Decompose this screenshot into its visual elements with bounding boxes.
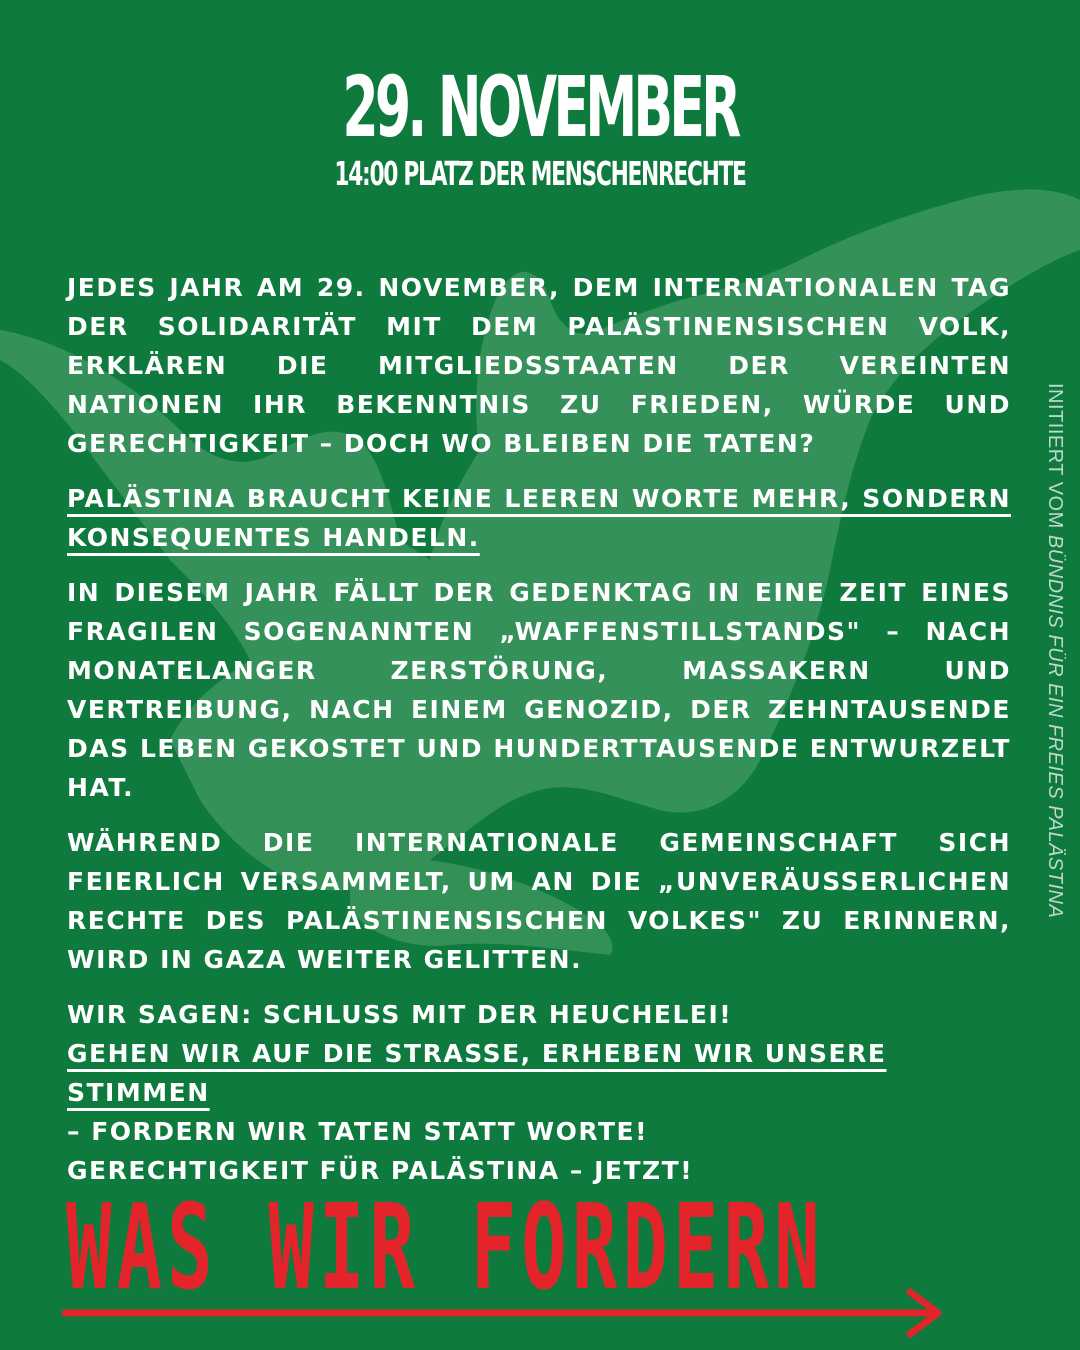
event-date: 29. NOVEMBER: [342, 58, 738, 156]
initiator-org: BÜNDNIS FÜR EIN FREIES PALÄSTINA: [1044, 534, 1066, 919]
initiator-prefix: INITIIERT VOM: [1044, 383, 1066, 535]
demands-heading: WAS WIR FORDERN: [66, 1178, 825, 1316]
closing-line-2: GEHEN WIR AUF DIE STRASSE, ERHEBEN WIR UNSERE STIMMEN: [67, 1039, 887, 1107]
paragraph-highlight: [67, 479, 1011, 557]
paragraph-closing: [67, 995, 1011, 1190]
closing-line-4: GERECHTIGKEIT FÜR PALÄSTINA – JETZT!: [67, 1156, 694, 1185]
closing-line-3: – FORDERN WIR TATEN STATT WORTE!: [67, 1117, 648, 1146]
paragraph-community: WÄHREND DIE INTERNATIONALE GEMEINSCHAFT SICH FEIERLICH VERSAMMELT, UM AN DIE „UNVERÄUSSERLICHEN RECHTE DES PALÄSTINENSISCHEN VOLKES" ZU ERINNERN, WIRD IN GAZA WEITER GELITTEN.: [67, 828, 1011, 974]
closing-line-1: WIR SAGEN: SCHLUSS MIT DER HEUCHELEI!: [67, 1000, 733, 1029]
highlight-text: PALÄSTINA BRAUCHT KEINE LEEREN WORTE MEHR, SONDERN KONSEQUENTES HANDELN.: [67, 484, 1011, 552]
arrow-right-icon: [60, 1288, 950, 1338]
main-text: [67, 268, 1011, 1206]
paragraph-ceasefire: IN DIESEM JAHR FÄLLT DER GEDENKTAG IN EINE ZEIT EINES FRAGILEN SOGENANNTEN „WAFFENSTILLSTANDS" – NACH MONATELANGER ZERSTÖRUNG, MASSAKERN UND VERTREIBUNG, NACH EINEM GENOZID, DER ZEHNTAUSENDE DAS LEBEN GEKOSTET UND HUNDERTTAUSENDE ENTWURZELT HAT.: [67, 578, 1011, 802]
paragraph-intro: JEDES JAHR AM 29. NOVEMBER, DEM INTERNATIONALEN TAG DER SOLIDARITÄT MIT DEM PALÄSTINENSISCHEN VOLK, ERKLÄREN DIE MITGLIEDSSTAATEN DER VEREINTEN NATIONEN IHR BEKENNTNIS ZU FRIEDEN, WÜRDE UND GERECHTIGKEIT – DOCH WO BLEIBEN DIE TATEN?: [67, 273, 1011, 458]
initiator-credit: [1043, 383, 1066, 918]
event-time-location: 14:00 PLATZ DER MENSCHENRECHTE: [334, 154, 746, 193]
